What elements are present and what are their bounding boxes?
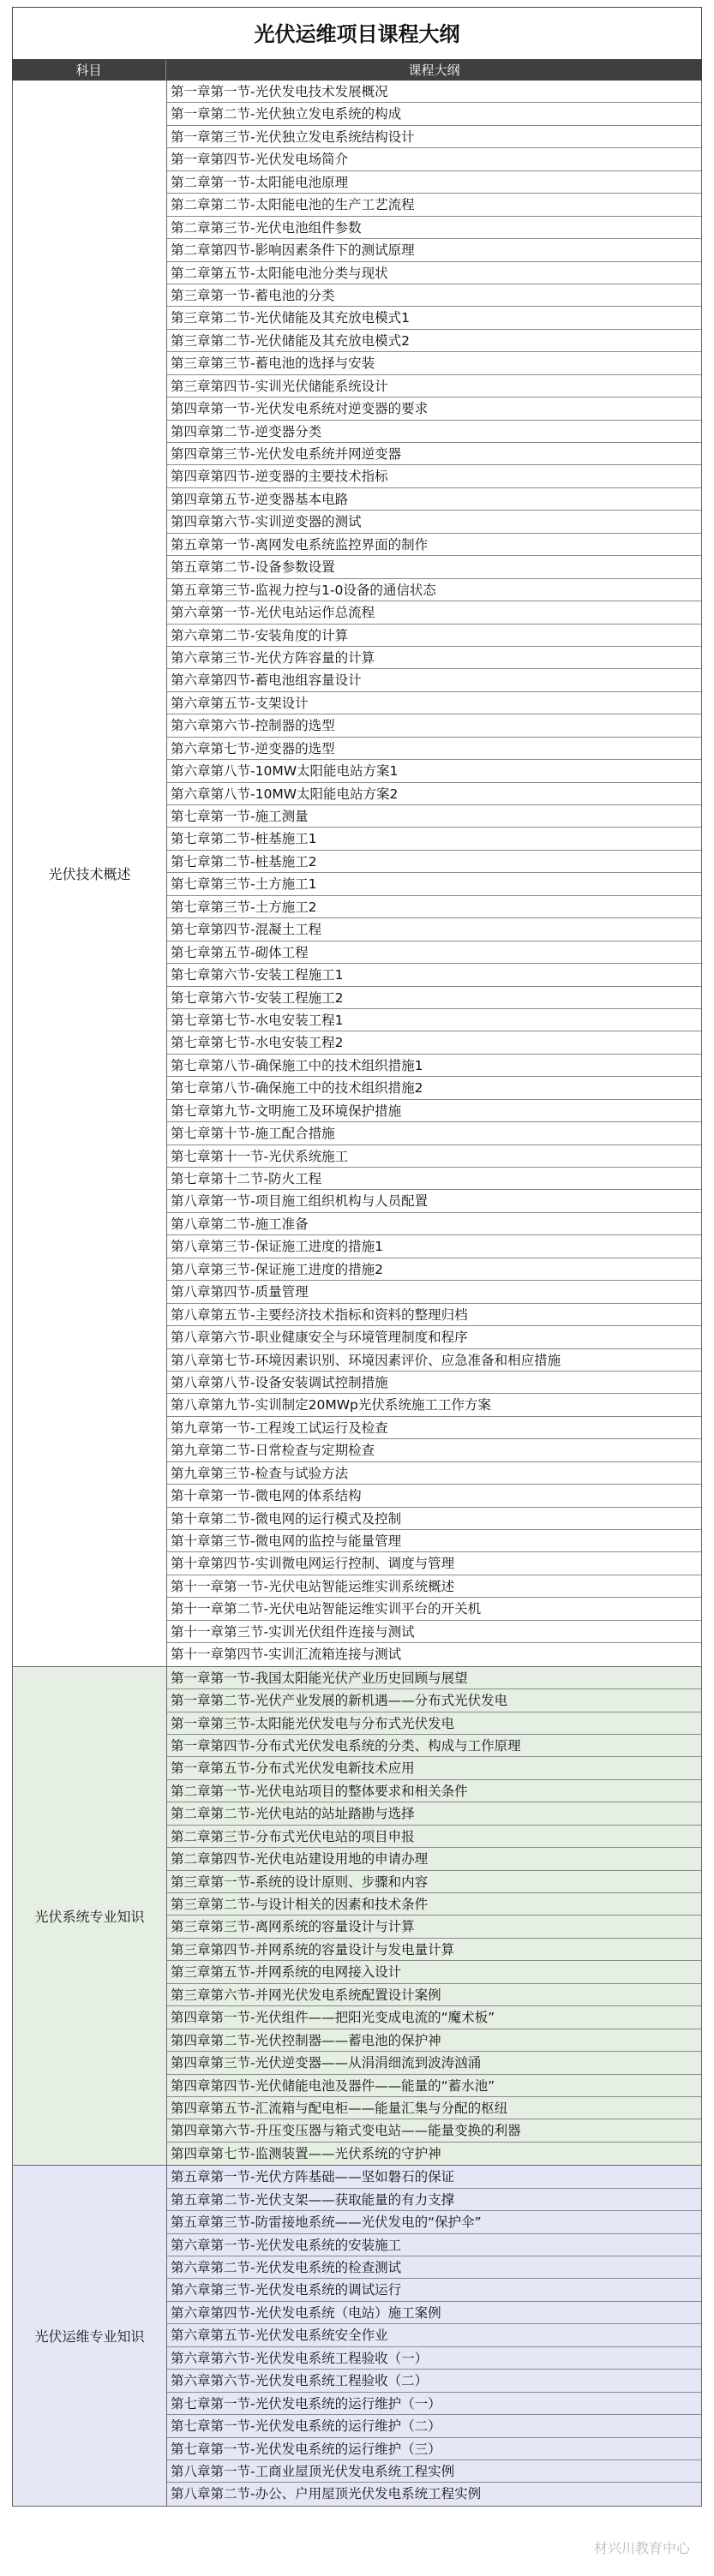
subject-label: 光伏技术概述 <box>13 81 167 1666</box>
outline-row: 第三章第一节-系统的设计原则、步骤和内容 <box>167 1871 701 1893</box>
outline-row: 第八章第三节-保证施工进度的措施1 <box>167 1235 701 1258</box>
outline-row: 第三章第二节-光伏储能及其充放电模式2 <box>167 330 701 352</box>
outline-row: 第七章第二节-桩基施工2 <box>167 851 701 873</box>
outline-row: 第七章第十节-施工配合措施 <box>167 1122 701 1145</box>
outline-row: 第二章第五节-太阳能电池分类与现状 <box>167 262 701 284</box>
outline-row: 第十一章第三节-实训光伏组件连接与测试 <box>167 1621 701 1643</box>
outline-row: 第三章第六节-并网光伏发电系统配置设计案例 <box>167 1984 701 2006</box>
outline-row: 第九章第二节-日常检查与定期检查 <box>167 1439 701 1461</box>
outline-row: 第二章第二节-光伏电站的站址踏勘与选择 <box>167 1802 701 1825</box>
subject-section <box>12 2166 702 2507</box>
outline-row: 第二章第四节-光伏电站建设用地的申请办理 <box>167 1848 701 1870</box>
outline-row: 第八章第一节-工商业屋顶光伏发电系统工程实例 <box>167 2460 701 2483</box>
outline-row: 第三章第四节-实训光伏储能系统设计 <box>167 375 701 397</box>
outline-row: 第五章第一节-离网发电系统监控界面的制作 <box>167 534 701 556</box>
outline-row: 第八章第三节-保证施工进度的措施2 <box>167 1258 701 1281</box>
outline-row: 第一章第五节-分布式光伏发电新技术应用 <box>167 1757 701 1779</box>
outline-row: 第四章第二节-逆变器分类 <box>167 421 701 443</box>
outline-row: 第五章第二节-光伏支架——获取能量的有力支撑 <box>167 2189 701 2211</box>
outline-row: 第二章第三节-分布式光伏电站的项目申报 <box>167 1826 701 1848</box>
outline-row: 第一章第四节-光伏发电场简介 <box>167 148 701 170</box>
outline-row: 第七章第六节-安装工程施工2 <box>167 987 701 1009</box>
outline-row: 第八章第一节-项目施工组织机构与人员配置 <box>167 1190 701 1212</box>
table-body <box>12 81 702 2507</box>
outline-row: 第十一章第二节-光伏电站智能运维实训平台的开关机 <box>167 1598 701 1620</box>
header-outline: 课程大纲 <box>408 63 460 78</box>
outline-row: 第七章第九节-文明施工及环境保护措施 <box>167 1100 701 1122</box>
outline-row: 第三章第一节-蓄电池的分类 <box>167 284 701 307</box>
outline-row: 第二章第一节-太阳能电池原理 <box>167 171 701 194</box>
outline-row: 第八章第四节-质量管理 <box>167 1281 701 1303</box>
outline-row: 第二章第二节-太阳能电池的生产工艺流程 <box>167 194 701 216</box>
outline-row: 第八章第二节-办公、户用屋顶光伏发电系统工程实例 <box>167 2483 701 2505</box>
outline-row: 第六章第七节-逆变器的选型 <box>167 738 701 760</box>
outline-row: 第一章第二节-光伏独立发电系统的构成 <box>167 103 701 125</box>
outline-row: 第四章第七节-监测装置——光伏系统的守护神 <box>167 2143 701 2165</box>
outline-row: 第六章第六节-光伏发电系统工程验收（二） <box>167 2370 701 2392</box>
outline-row: 第七章第六节-安装工程施工1 <box>167 964 701 986</box>
outline-row: 第十章第四节-实训微电网运行控制、调度与管理 <box>167 1552 701 1575</box>
outline-row: 第八章第二节-施工准备 <box>167 1213 701 1235</box>
outline-list <box>167 1667 701 2166</box>
outline-row: 第十章第三节-微电网的监控与能量管理 <box>167 1530 701 1552</box>
outline-row: 第七章第一节-光伏发电系统的运行维护（一） <box>167 2393 701 2415</box>
outline-row: 第七章第三节-土方施工1 <box>167 873 701 895</box>
watermark: 材兴川教育中心 <box>593 2540 690 2556</box>
outline-row: 第四章第一节-光伏组件——把阳光变成电流的“魔术板” <box>167 2006 701 2029</box>
page-title: 光伏运维项目课程大纲 <box>12 7 702 60</box>
outline-row: 第七章第七节-水电安装工程1 <box>167 1009 701 1031</box>
outline-row: 第四章第五节-汇流箱与配电柜——能量汇集与分配的枢纽 <box>167 2097 701 2119</box>
outline-row: 第四章第四节-逆变器的主要技术指标 <box>167 465 701 487</box>
outline-row: 第十一章第四节-实训汇流箱连接与测试 <box>167 1643 701 1665</box>
outline-row: 第六章第二节-光伏发电系统的检查测试 <box>167 2256 701 2279</box>
outline-row: 第十章第二节-微电网的运行模式及控制 <box>167 1508 701 1530</box>
outline-row: 第七章第五节-砌体工程 <box>167 941 701 964</box>
outline-row: 第四章第六节-升压变压器与箱式变电站——能量变换的利器 <box>167 2119 701 2142</box>
outline-row: 第七章第三节-土方施工2 <box>167 896 701 918</box>
outline-row: 第九章第三节-检查与试验方法 <box>167 1462 701 1485</box>
outline-row: 第六章第六节-控制器的选型 <box>167 714 701 737</box>
outline-row: 第八章第六节-职业健康安全与环境管理制度和程序 <box>167 1326 701 1348</box>
outline-row: 第四章第二节-光伏控制器——蓄电池的保护神 <box>167 2029 701 2052</box>
outline-row: 第八章第五节-主要经济技术指标和资料的整理归档 <box>167 1304 701 1326</box>
outline-row: 第六章第二节-安装角度的计算 <box>167 625 701 647</box>
outline-row: 第六章第一节-光伏电站运作总流程 <box>167 601 701 624</box>
subject-label: 光伏系统专业知识 <box>13 1667 167 2166</box>
outline-row: 第一章第四节-分布式光伏发电系统的分类、构成与工作原理 <box>167 1735 701 1757</box>
outline-row: 第三章第五节-并网系统的电网接入设计 <box>167 1961 701 1983</box>
outline-row: 第七章第四节-混凝土工程 <box>167 918 701 941</box>
outline-row: 第七章第十二节-防火工程 <box>167 1168 701 1190</box>
outline-row: 第四章第三节-光伏发电系统并网逆变器 <box>167 443 701 465</box>
subject-label: 光伏运维专业知识 <box>13 2166 167 2506</box>
outline-row: 第九章第一节-工程竣工试运行及检查 <box>167 1417 701 1439</box>
outline-row: 第六章第八节-10MW太阳能电站方案2 <box>167 783 701 805</box>
subject-section <box>12 81 702 1667</box>
outline-row: 第十一章第一节-光伏电站智能运维实训系统概述 <box>167 1575 701 1598</box>
outline-row: 第六章第三节-光伏方阵容量的计算 <box>167 647 701 669</box>
outline-row: 第八章第八节-设备安装调试控制措施 <box>167 1372 701 1394</box>
outline-row: 第五章第二节-设备参数设置 <box>167 556 701 578</box>
outline-row: 第四章第六节-实训逆变器的测试 <box>167 511 701 533</box>
outline-row: 第一章第二节-光伏产业发展的新机遇——分布式光伏发电 <box>167 1689 701 1712</box>
outline-row: 第六章第一节-光伏发电系统的安装施工 <box>167 2234 701 2256</box>
outline-row: 第六章第四节-光伏发电系统（电站）施工案例 <box>167 2302 701 2324</box>
outline-row: 第八章第九节-实训制定20MWp光伏系统施工工作方案 <box>167 1394 701 1416</box>
outline-row: 第七章第一节-光伏发电系统的运行维护（二） <box>167 2415 701 2437</box>
outline-row: 第三章第二节-光伏储能及其充放电模式1 <box>167 307 701 329</box>
outline-row: 第二章第四节-影响因素条件下的测试原理 <box>167 239 701 261</box>
outline-row: 第七章第十一节-光伏系统施工 <box>167 1145 701 1168</box>
outline-row: 第三章第三节-离网系统的容量设计与计算 <box>167 1916 701 1938</box>
outline-row: 第四章第四节-光伏储能电池及器件——能量的“蓄水池” <box>167 2075 701 2097</box>
outline-row: 第一章第三节-光伏独立发电系统结构设计 <box>167 126 701 148</box>
outline-row: 第二章第一节-光伏电站项目的整体要求和相关条件 <box>167 1780 701 1802</box>
outline-row: 第三章第四节-并网系统的容量设计与发电量计算 <box>167 1939 701 1961</box>
outline-row: 第六章第五节-支架设计 <box>167 692 701 714</box>
outline-row: 第八章第七节-环境因素识别、环境因素评价、应急准备和相应措施 <box>167 1349 701 1372</box>
subject-section <box>12 1667 702 2167</box>
outline-row: 第七章第八节-确保施工中的技术组织措施1 <box>167 1055 701 1077</box>
course-outline-table <box>12 7 702 2507</box>
outline-row: 第四章第一节-光伏发电系统对逆变器的要求 <box>167 397 701 420</box>
outline-row: 第五章第一节-光伏方阵基础——坚如磐石的保证 <box>167 2166 701 2188</box>
outline-row: 第六章第六节-光伏发电系统工程验收（一） <box>167 2347 701 2370</box>
outline-row: 第五章第三节-防雷接地系统——光伏发电的“保护伞” <box>167 2211 701 2233</box>
outline-list <box>167 81 701 1666</box>
outline-row: 第一章第三节-太阳能光伏发电与分布式光伏发电 <box>167 1712 701 1735</box>
table-header <box>12 60 702 81</box>
outline-row: 第三章第二节-与设计相关的因素和技术条件 <box>167 1893 701 1916</box>
outline-row: 第五章第三节-监视力控与1-0设备的通信状态 <box>167 579 701 601</box>
outline-list <box>167 2166 701 2506</box>
outline-row: 第六章第三节-光伏发电系统的调试运行 <box>167 2279 701 2301</box>
outline-row: 第七章第二节-桩基施工1 <box>167 828 701 850</box>
outline-row: 第六章第四节-蓄电池组容量设计 <box>167 669 701 691</box>
outline-row: 第二章第三节-光伏电池组件参数 <box>167 217 701 239</box>
outline-row: 第七章第七节-水电安装工程2 <box>167 1031 701 1054</box>
outline-row: 第七章第一节-施工测量 <box>167 805 701 828</box>
outline-row: 第六章第八节-10MW太阳能电站方案1 <box>167 760 701 782</box>
outline-row: 第四章第三节-光伏逆变器——从涓涓细流到波涛汹涌 <box>167 2052 701 2074</box>
outline-row: 第三章第三节-蓄电池的选择与安装 <box>167 352 701 374</box>
outline-row: 第六章第五节-光伏发电系统安全作业 <box>167 2324 701 2346</box>
outline-row: 第一章第一节-我国太阳能光伏产业历史回顾与展望 <box>167 1667 701 1689</box>
outline-row: 第一章第一节-光伏发电技术发展概况 <box>167 81 701 103</box>
outline-row: 第十章第一节-微电网的体系结构 <box>167 1485 701 1507</box>
outline-row: 第七章第八节-确保施工中的技术组织措施2 <box>167 1077 701 1099</box>
header-subject: 科目 <box>12 60 166 81</box>
outline-row: 第七章第一节-光伏发电系统的运行维护（三） <box>167 2438 701 2460</box>
outline-row: 第四章第五节-逆变器基本电路 <box>167 488 701 511</box>
